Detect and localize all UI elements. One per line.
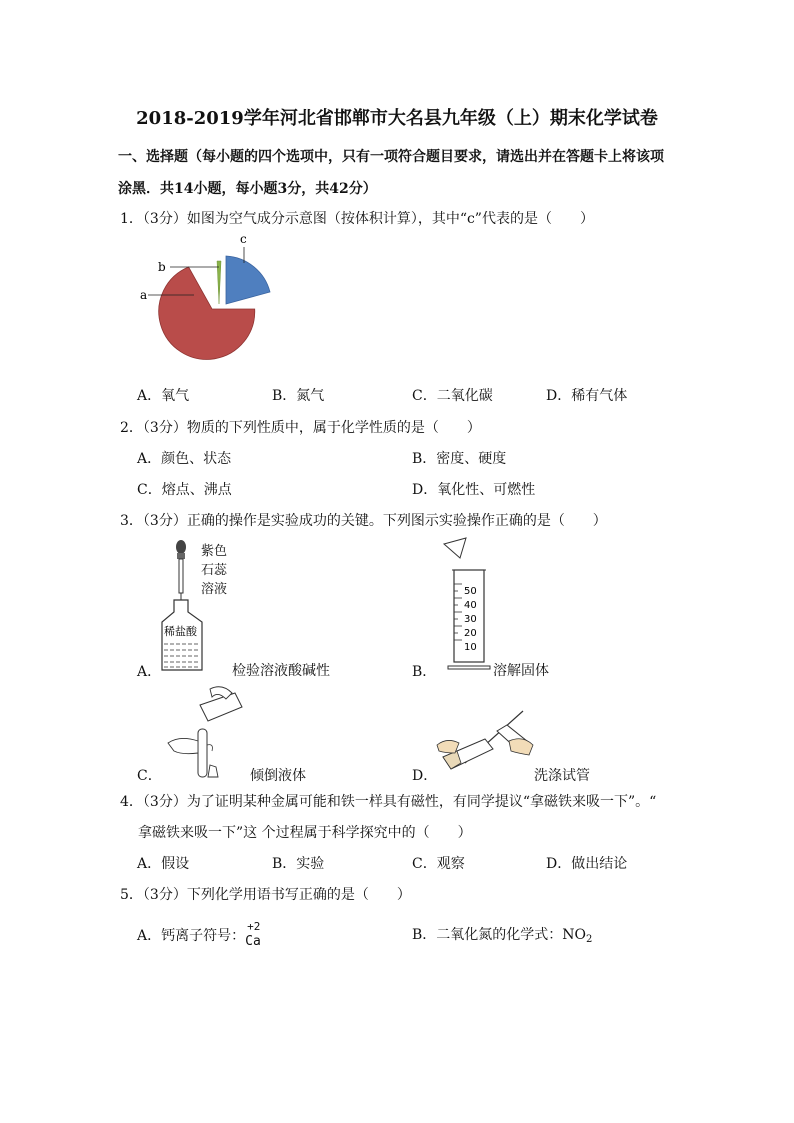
q3-option-c-marker[interactable]: C． — [137, 768, 162, 784]
q3-option-d-caption: 洗涤试管 — [534, 768, 590, 784]
washing-test-tube-illustration — [437, 705, 537, 775]
pie-label-c: c — [240, 232, 247, 246]
dropper-bottle-illustration — [160, 538, 240, 673]
pouring-liquid-illustration — [160, 685, 250, 780]
q3-option-a-marker[interactable]: A． — [137, 664, 162, 680]
svg-text:50: 50 — [464, 586, 477, 597]
calcium-ion-symbol: +2 Ca — [245, 920, 261, 949]
q2-stem: 2．（3分）物质的下列性质中，属于化学性质的是（ ） — [120, 420, 481, 436]
bottle-label: 稀盐酸 — [164, 625, 197, 638]
dropper-label-line2: 石蕊 — [201, 563, 228, 578]
q1-stem: 1．（3分）如图为空气成分示意图（按体积计算），其中“c”代表的是（ ） — [120, 211, 594, 227]
q4-option-c[interactable]: C．观察 — [412, 856, 465, 872]
svg-text:30: 30 — [464, 614, 477, 625]
graduated-cylinder-illustration — [438, 536, 498, 672]
q3-option-d-marker[interactable]: D． — [412, 768, 438, 784]
section-heading-line1: 一、选择题（每小题的四个选项中，只有一项符合题目要求，请选出并在答题卡上将该项 — [118, 149, 664, 165]
section-heading-line2: 涂黑．共14小题，每小题3分，共42分） — [118, 181, 377, 197]
q5-option-b-text: B．二氧化氮的化学式：NO — [412, 927, 587, 943]
q4-stem-line2: 拿磁铁来吸一下”这 个过程属于科学探究中的（ ） — [138, 825, 472, 841]
q2-option-c[interactable]: C．熔点、沸点 — [137, 482, 232, 498]
q5-option-b[interactable] — [412, 924, 592, 945]
q2-option-a[interactable]: A．颜色、状态 — [137, 451, 232, 467]
q4-option-a[interactable]: A．假设 — [137, 856, 190, 872]
q5-option-a-text: A．钙离子符号： — [137, 928, 246, 944]
pie-label-b: b — [158, 260, 166, 274]
svg-text:10: 10 — [464, 642, 477, 653]
q2-option-d[interactable]: D．氧化性、可燃性 — [412, 482, 536, 498]
q4-option-b[interactable]: B．实验 — [272, 856, 325, 872]
q1-option-d[interactable]: D．稀有气体 — [546, 388, 628, 404]
dropper-label-line1: 紫色 — [201, 544, 228, 559]
q1-option-b[interactable]: B．氮气 — [272, 388, 325, 404]
pie-label-a: a — [140, 288, 148, 302]
q5-option-b-subscript: 2 — [586, 934, 593, 945]
q3-option-a-caption: 检验溶液酸碱性 — [232, 663, 330, 679]
q3-option-c-caption: 倾倒液体 — [250, 768, 306, 784]
pie-sector-c — [226, 256, 270, 304]
q4-stem-line1: 4．（3分）为了证明某种金属可能和铁一样具有磁性，有同学提议“拿磁铁来吸一下”。“ — [120, 794, 657, 810]
svg-text:40: 40 — [464, 600, 477, 611]
svg-text:20: 20 — [464, 628, 477, 639]
page-title: 2018-2019学年河北省邯郸市大名县九年级（上）期末化学试卷 — [136, 108, 658, 129]
pie-sector-b — [217, 261, 221, 304]
q1-option-c[interactable]: C．二氧化碳 — [412, 388, 493, 404]
dropper-label-line3: 溶液 — [201, 582, 228, 597]
air-composition-pie-chart — [130, 225, 290, 375]
q5-stem: 5．（3分）下列化学用语书写正确的是（ ） — [120, 887, 411, 903]
q3-stem: 3．（3分）正确的操作是实验成功的关键。下列图示实验操作正确的是（ ） — [120, 513, 607, 529]
q2-option-b[interactable]: B．密度、硬度 — [412, 451, 507, 467]
q4-option-d[interactable]: D．做出结论 — [546, 856, 628, 872]
q3-option-b-marker[interactable]: B． — [412, 664, 437, 680]
q5-option-a[interactable] — [137, 920, 265, 950]
q1-option-a[interactable]: A．氧气 — [137, 388, 190, 404]
q3-option-b-caption: 溶解固体 — [493, 663, 549, 679]
